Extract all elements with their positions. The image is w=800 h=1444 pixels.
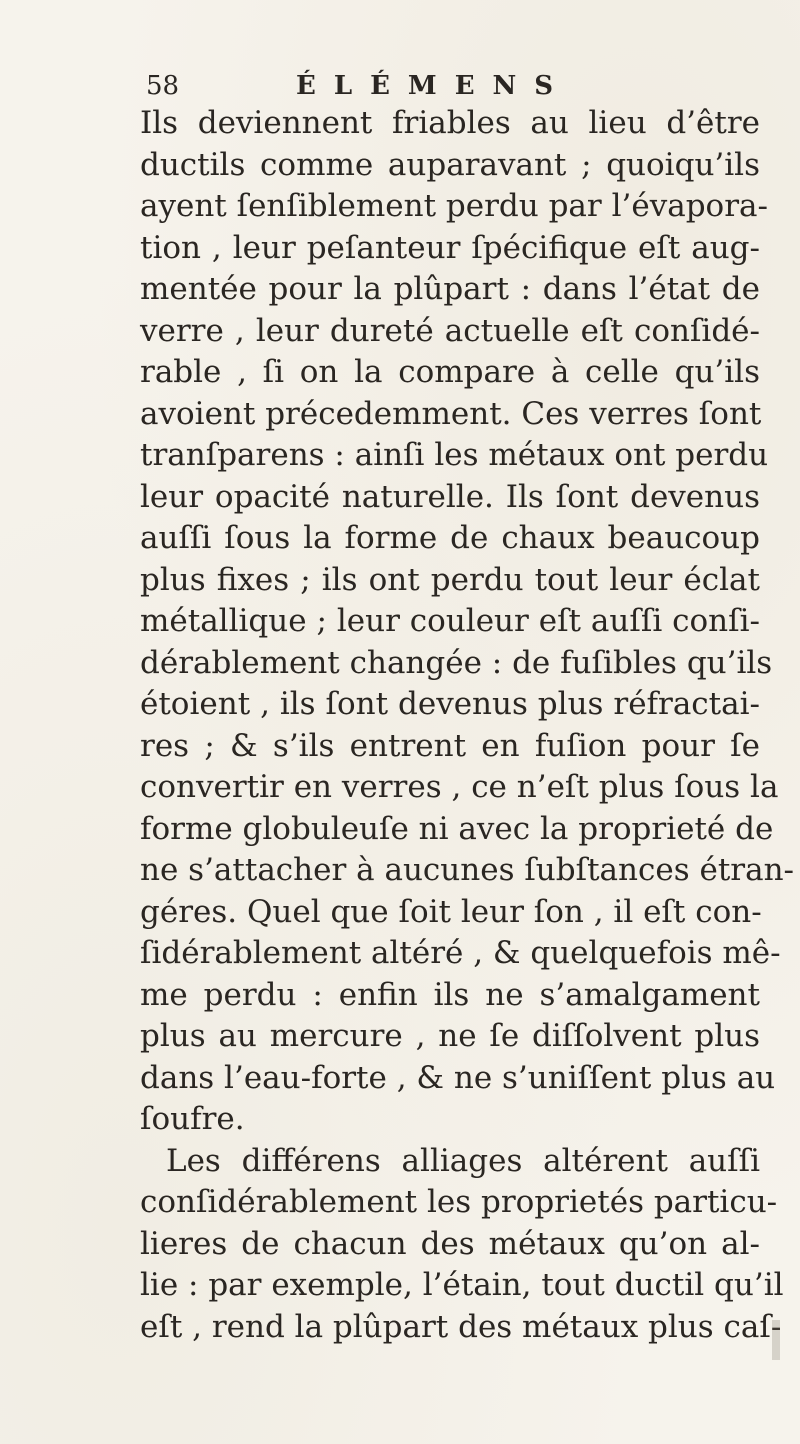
paragraph-start-line: Les différens alliages altérent auſſi	[166, 1142, 760, 1179]
text-line: rable , ſi on la compare à celle qu’ils	[140, 354, 760, 390]
text-line: lie : par exemple, l’étain, tout ductil qu’il	[140, 1267, 784, 1303]
text-line: conſidérablement les proprietés particu-	[140, 1184, 778, 1220]
text-line: auſſi ſous la forme de chaux beaucoup	[140, 520, 760, 556]
text-line: tranſparens : ainſi les métaux ont perdu	[140, 437, 769, 473]
text-line: leur opacité naturelle. Ils ſont devenus	[140, 478, 760, 515]
text-line: lieres de chacun des métaux qu’on al-	[140, 1225, 760, 1262]
text-line: eſt , rend la plûpart des métaux plus caſ-	[140, 1308, 782, 1345]
text-line: Ils deviennent friables au lieu d’être	[140, 105, 760, 141]
page-number: 58	[146, 71, 180, 101]
text-line: avoient précedemment. Ces verres ſont	[140, 395, 762, 432]
text-line: dans l’eau-forte , & ne s’uniſſent plus au	[140, 1059, 776, 1096]
page-edge-mark	[772, 1320, 780, 1360]
text-line: res ; & s’ils entrent en fuſion pour ſe	[140, 727, 760, 764]
body-text	[140, 103, 795, 1348]
text-line: verre , leur dureté actuelle eſt conſidé-	[140, 312, 760, 349]
text-line: métallique ; leur couleur eſt auſſi conſi-	[140, 603, 760, 639]
text-line: plus au mercure , ne ſe diſſolvent plus	[140, 1018, 760, 1054]
text-line: mentée pour la plûpart : dans l’état de	[140, 271, 760, 307]
text-line: convertir en verres , ce n’eſt plus ſous la	[140, 769, 779, 805]
text-line: ſidérablement altéré , & quelquefois mê-	[140, 935, 781, 971]
text-line: géres. Quel que ſoit leur ſon , il eſt con-	[140, 893, 762, 930]
running-title: ÉLÉMENS	[296, 71, 572, 101]
text-line: étoient , ils ſont devenus plus réfractai-	[140, 686, 760, 722]
text-line: ne s’attacher à aucunes ſubſtances étran-	[140, 852, 795, 888]
text-line: ductils comme auparavant ; quoiqu’ils	[140, 146, 760, 183]
page-header	[146, 66, 572, 106]
text-line: ayent ſenſiblement perdu par l’évapora-	[140, 188, 768, 224]
text-line: tion , leur peſanteur ſpécifique eſt aug-	[140, 229, 760, 266]
text-line: forme globuleuſe ni avec la proprieté de	[140, 810, 774, 847]
text-line: me perdu : enfin ils ne s’amalgament	[140, 976, 760, 1013]
text-line: dérablement changée : de fuſibles qu’ils	[140, 644, 773, 681]
text-line: plus fixes ; ils ont perdu tout leur éclat	[140, 561, 760, 598]
paragraph-end-line: ſoufre.	[140, 1101, 245, 1137]
